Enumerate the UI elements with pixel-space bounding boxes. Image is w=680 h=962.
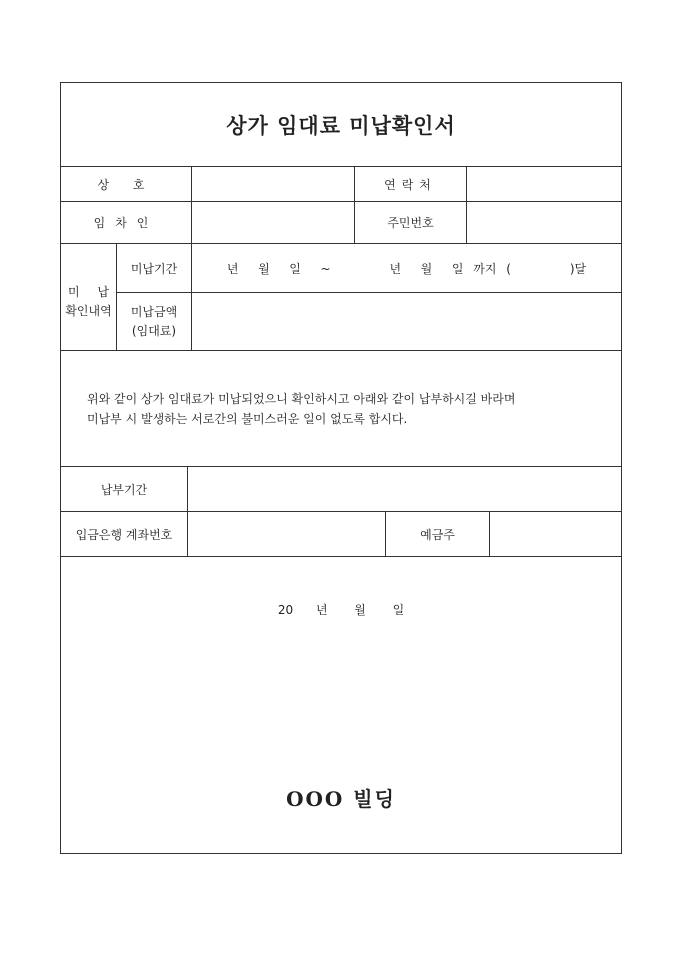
bank-account-label: 입금은행 계좌번호 xyxy=(75,527,173,542)
notice-line-2: 미납부 시 발생하는 서로간의 불미스러운 일이 없도록 합시다. xyxy=(87,412,408,426)
trade-name-row xyxy=(61,167,621,202)
unpaid-amount-label-line2: (임대료) xyxy=(131,323,177,338)
unpaid-amount-input[interactable] xyxy=(191,293,621,350)
notice-row xyxy=(61,351,621,467)
trade-name-input[interactable] xyxy=(191,167,354,201)
bank-account-input[interactable] xyxy=(187,512,385,556)
unpaid-period-label: 미납기간 xyxy=(116,244,191,293)
unpaid-amount-label-line1: 미납금액 xyxy=(130,304,178,319)
resident-no-label: 주민번호 xyxy=(354,202,466,243)
unpaid-section-label-line1: 미 납 xyxy=(68,285,109,299)
unpaid-period-field[interactable] xyxy=(191,244,621,293)
payment-period-row xyxy=(61,467,621,512)
bank-account-row xyxy=(61,512,621,557)
resident-no-input[interactable] xyxy=(466,202,621,243)
title-row xyxy=(61,83,621,167)
unpaid-section-label-line2: 확인내역 xyxy=(65,304,112,318)
trade-name-label: 상 호 xyxy=(97,177,155,192)
issuer-signature: OOO 빌딩 xyxy=(286,787,396,811)
payment-period-input[interactable] xyxy=(187,467,621,511)
payment-period-label: 납부기간 xyxy=(100,482,148,497)
form-title: 상가 임대료 미납확인서 xyxy=(226,113,456,138)
tenant-label: 임차인 xyxy=(93,216,159,230)
depositor-label: 예금주 xyxy=(385,512,489,556)
tenant-input[interactable] xyxy=(191,202,354,243)
depositor-input[interactable] xyxy=(489,512,621,556)
tenant-row xyxy=(61,202,621,244)
contact-label: 연락처 xyxy=(354,167,466,201)
lease-arrears-form xyxy=(60,82,622,854)
notice-text xyxy=(87,389,515,429)
unpaid-amount-label xyxy=(116,293,191,350)
unpaid-period-value: 년 월 일 ~ 년 월 일 까지 ( )달 xyxy=(226,262,587,276)
issue-date: 20 년 월 일 xyxy=(277,603,405,617)
unpaid-section xyxy=(61,244,621,351)
unpaid-section-label xyxy=(61,244,116,350)
notice-line-1: 위와 같이 상가 임대료가 미납되었으니 확인하시고 아래와 같이 납부하시길 바라며 xyxy=(87,392,516,406)
contact-input[interactable] xyxy=(466,167,621,201)
